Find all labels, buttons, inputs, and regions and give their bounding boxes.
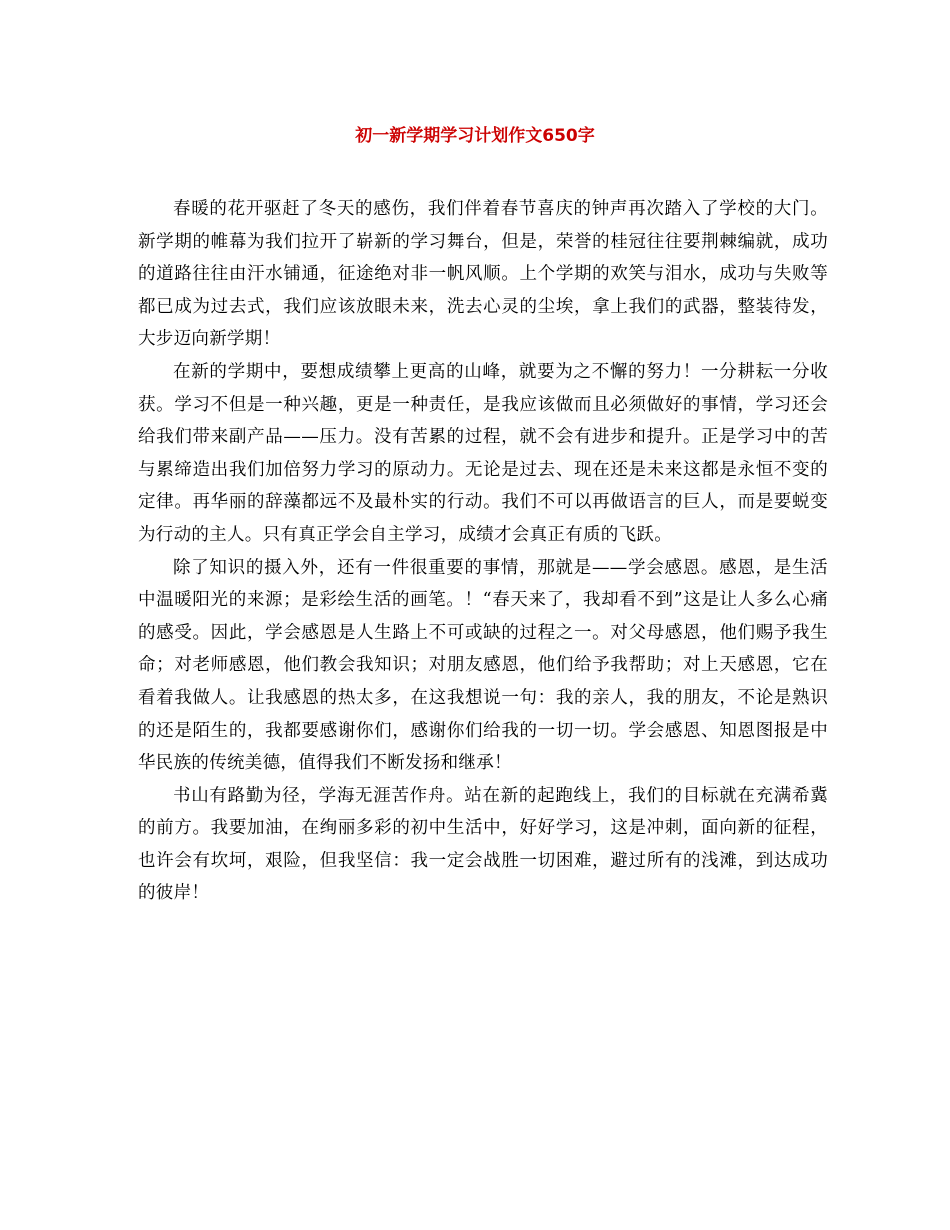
paragraph-3: 除了知识的摄入外，还有一件很重要的事情，那就是——学会感恩。感恩，是生活中温暖阳光的来源；是彩绘生活的画笔。！“春天来了，我却看不到”这是让人多么心痛的感受。因此，学会感恩是人生路上不可或缺的过程之一。对父母感恩，他们赐予我生命；对老师感恩，他们教会我知识；对朋友感恩，他们给予我帮助；对上天感恩，它在看着我做人。让我感恩的热太多，在这我想说一句：我的亲人，我的朋友，不论是熟识的还是陌生的，我都要感谢你们，感谢你们给我的一切一切。学会感恩、知恩图报是中华民族的传统美德，值得我们不断发扬和继承！ <box>138 557 828 774</box>
paragraph-1: 春暖的花开驱赶了冬天的感伤，我们伴着春节喜庆的钟声再次踏入了学校的大门。新学期的帷幕为我们拉开了崭新的学习舞台，但是，荣誉的桂冠往往要荆棘编就，成功的道路往往由汗水铺通，征途绝对非一帆风顺。上个学期的欢笑与泪水，成功与失败等都已成为过去式，我们应该放眼未来，洗去心灵的尘埃，拿上我们的武器，整装待发，大步迈向新学期！ <box>138 199 828 350</box>
document-title: 初一新学期学习计划作文650字 <box>355 126 595 146</box>
document-body <box>138 193 828 910</box>
paragraph-4: 书山有路勤为径，学海无涯苦作舟。站在新的起跑线上，我们的目标就在充满希冀的前方。我要加油，在绚丽多彩的初中生活中，好好学习，这是冲刺，面向新的征程，也许会有坎坷，艰险，但我坚信：我一定会战胜一切困难，避过所有的浅滩，到达成功的彼岸！ <box>138 785 828 904</box>
paragraph-2: 在新的学期中，要想成绩攀上更高的山峰，就要为之不懈的努力！一分耕耘一分收获。学习不但是一种兴趣，更是一种责任，是我应该做而且必须做好的事情，学习还会给我们带来副产品——压力。没有苦累的过程，就不会有进步和提升。正是学习中的苦与累缔造出我们加倍努力学习的原动力。无论是过去、现在还是未来这都是永恒不变的定律。再华丽的辞藻都远不及最朴实的行动。我们不可以再做语言的巨人，而是要蜕变为行动的主人。只有真正学会自主学习，成绩才会真正有质的飞跃。 <box>138 361 828 545</box>
